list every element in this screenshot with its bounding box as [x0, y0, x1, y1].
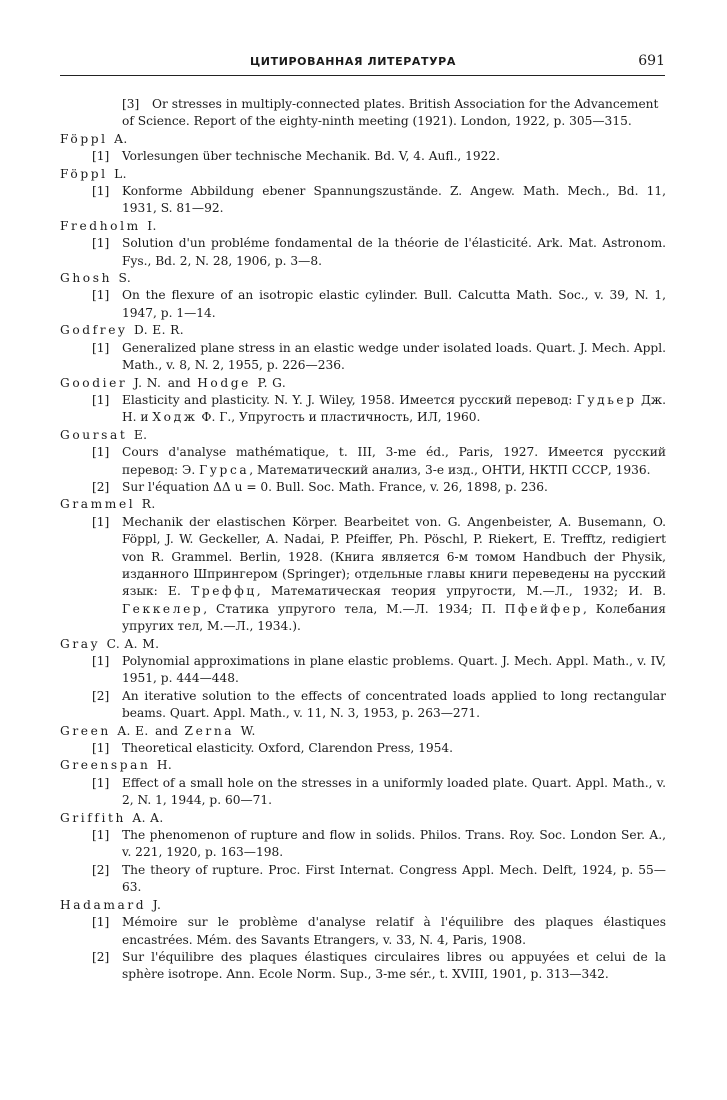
header-title: ЦИТИРОВАННАЯ ЛИТЕРАТУРА — [250, 55, 456, 68]
spaced-name: Гурса — [199, 462, 250, 477]
author-initials: A. E. — [117, 723, 149, 738]
author-name: Greenspan — [60, 758, 151, 773]
author-name: Griffith — [60, 810, 126, 825]
bibliography-entry — [92, 949, 666, 984]
entry-number: [1] — [92, 288, 110, 303]
author-conjunction: and — [155, 723, 179, 738]
author-name: Hadamard — [60, 897, 147, 912]
entry-text: Mechanik der elastischen Körper. Bearbeitet von. G. Angenbeister, A. Busemann, O. Föppl, J. W. Geckeller, A. Nadai, P. Pfeiffer, Ph. Pöschl, P. Riekert, E. Trefftz, redigiert von R. Grammel. Berlin, 1928. (Книга является 6-м томом Handbuch der Physik, изданного Шпрингером (Springer); отдельные главы книги переведены на русский язык: Е. — [122, 514, 666, 599]
bibliography-entry — [92, 444, 666, 479]
entry-text: , Математический анализ, 3-е изд., ОНТИ, НКТП СССР, 1936. — [249, 462, 651, 477]
entry-number: [1] — [92, 445, 110, 460]
bibliography-entry — [92, 653, 666, 688]
entry-number: [2] — [92, 949, 110, 964]
entry-number: [1] — [92, 915, 110, 930]
author-heading — [60, 757, 666, 774]
author-initials: D. E. R. — [134, 323, 184, 338]
author-name: Gray — [60, 636, 101, 651]
spaced-name: Треффц — [191, 584, 257, 599]
author-initials: A. — [114, 131, 128, 146]
entry-number: [1] — [92, 514, 110, 529]
author-initials: C. A. M. — [106, 636, 160, 651]
bibliography-entry — [92, 340, 666, 375]
author-initials: J. N. — [133, 375, 162, 390]
author-heading — [60, 897, 666, 914]
spaced-name: Ходж — [152, 410, 198, 425]
bibliography-entry — [92, 235, 666, 270]
bibliography-entry — [92, 740, 666, 757]
entry-number: [2] — [92, 688, 110, 703]
author-name: Hodge — [197, 375, 251, 390]
spaced-name: Пфейфер — [504, 601, 584, 616]
bibliography-entry — [92, 183, 666, 218]
bibliography-entry — [92, 775, 666, 810]
author-conjunction: and — [167, 375, 191, 390]
author-heading — [60, 375, 666, 392]
entry-text: Cours d'analyse mathématique, t. III, 3-me éd., Paris, 1927. Имеется русский перевод: Э. — [122, 445, 666, 477]
author-initials: H. — [156, 758, 173, 773]
author-heading — [60, 166, 666, 183]
author-initials: W. — [240, 723, 256, 738]
entry-text: An iterative solution to the effects of concentrated loads applied to long rectangular beams. Quart. Appl. Math., v. 11, N. 3, 1953, p. 263—271. — [122, 688, 666, 721]
bibliography-entry — [92, 287, 666, 322]
entry-text: Konforme Abbildung ebener Spannungszustände. Z. Angew. Math. Mech., Bd. 11, 1931, S. 81—92. — [122, 184, 666, 216]
author-heading — [60, 636, 666, 653]
author-heading — [60, 810, 666, 827]
entry-text: Дж. Н. и — [122, 392, 666, 425]
entry-text: The phenomenon of rupture and flow in solids. Philos. Trans. Roy. Soc. London Ser. A., v. 221, 1920, p. 163—198. — [122, 828, 666, 860]
entry-text: Elasticity and plasticity. N. Y. J. Wiley, 1958. Имеется русский перевод: — [122, 392, 577, 407]
author-initials: I. — [147, 218, 157, 233]
entry-number: [1] — [92, 236, 110, 251]
entry-text: , Статика упругого тела, М.—Л. 1934; П. — [203, 601, 505, 616]
header-rule — [60, 75, 665, 76]
entry-number: [1] — [92, 775, 110, 790]
author-heading — [60, 496, 666, 513]
entry-number: [1] — [92, 184, 110, 199]
entry-text: Sur l'équilibre des plaques élastiques circulaires libres ou appuyées et celui de la sphère isotrope. Ann. Ecole Norm. Sup., 3-me sér., t. XVIII, 1901, p. 313—342. — [122, 949, 666, 982]
entry-text: , Математическая теория упругости, М.—Л., 1932; И. В. — [256, 584, 666, 599]
running-header — [60, 53, 665, 75]
entry-number: [1] — [92, 340, 110, 355]
entry-number: [2] — [92, 862, 110, 877]
page-number: 691 — [638, 53, 665, 69]
entry-text: Vorlesungen über technische Mechanik. Bd. V, 4. Aufl., 1922. — [122, 149, 500, 164]
bibliography-entry — [92, 914, 666, 949]
spaced-name: Гудьер — [576, 392, 637, 407]
author-heading — [60, 322, 666, 339]
author-name: Zerna — [184, 723, 235, 738]
author-initials: L. — [114, 166, 127, 181]
author-name: Grammel — [60, 497, 136, 512]
entry-text: Sur l'équation ΔΔ u = 0. Bull. Soc. Math. France, v. 26, 1898, p. 236. — [122, 479, 548, 494]
bibliography-entry — [92, 96, 666, 131]
entry-text: Ф. Г., Упругость и пластичность, ИЛ, 1960. — [197, 410, 481, 425]
entry-number: [3] — [122, 97, 140, 111]
entry-text: Theoretical elasticity. Oxford, Clarendon Press, 1954. — [122, 741, 454, 756]
author-heading — [60, 218, 666, 235]
author-initials: A. A. — [132, 810, 164, 825]
bibliography-entry — [92, 148, 666, 165]
bibliography-entry — [92, 862, 666, 897]
bibliography-entry — [92, 479, 666, 496]
entry-number: [1] — [92, 828, 110, 843]
entry-text: Mémoire sur le problème d'analyse relatif à l'équilibre des plaques élastiques encastrées. Mém. des Savants Etrangers, v. 33, N. 4, Paris, 1908. — [122, 915, 666, 947]
author-initials: R. — [141, 497, 156, 512]
author-name: Föppl — [60, 166, 108, 181]
entry-number: [1] — [92, 654, 110, 668]
entry-number: [1] — [92, 741, 110, 756]
author-name: Goodier — [60, 375, 128, 390]
author-name: Föppl — [60, 131, 108, 146]
entry-number: [2] — [92, 479, 110, 494]
bibliography-entry — [92, 392, 666, 427]
author-heading — [60, 131, 666, 148]
author-initials: J. — [152, 897, 162, 912]
author-name: Goursat — [60, 427, 128, 442]
entry-text: On the flexure of an isotropic elastic cylinder. Bull. Calcutta Math. Soc., v. 39, N. 1, 1947, p. 1—14. — [122, 288, 666, 320]
author-name: Fredholm — [60, 218, 141, 233]
entry-text: Solution d'un probléme fondamental de la théorie de l'élasticité. Ark. Mat. Astronom. Fys., Bd. 2, N. 28, 1906, p. 3—8. — [122, 236, 666, 268]
entry-text: The theory of rupture. Proc. First Internat. Congress Appl. Mech. Delft, 1924, p. 55—63. — [122, 862, 666, 895]
bibliography-entry — [92, 688, 666, 723]
author-heading — [60, 270, 666, 287]
entry-text: , Колебания упругих тел, М.—Л., 1934.). — [122, 601, 666, 634]
entry-number: [1] — [92, 392, 110, 407]
entry-number: [1] — [92, 149, 110, 164]
author-heading — [60, 723, 666, 740]
author-name: Ghosh — [60, 271, 113, 286]
bibliography-entry — [92, 514, 666, 636]
spaced-name: Геккелер — [122, 601, 204, 616]
entry-text: Polynomial approximations in plane elastic problems. Quart. J. Mech. Appl. Math., v. IV, 1951, p. 444—448. — [122, 654, 666, 686]
entry-text: Effect of a small hole on the stresses in a uniformly loaded plate. Quart. Appl. Math., v. 2, N. 1, 1944, p. 60—71. — [122, 775, 666, 808]
author-initials: S. — [118, 271, 132, 286]
author-name: Godfrey — [60, 323, 128, 338]
entry-text: Or stresses in multiply-connected plates. British Association for the Advancement of Science. Report of the eighty-ninth meeting (1921). London, 1922, p. 305—315. — [122, 97, 659, 129]
author-initials: E. — [133, 427, 148, 442]
entry-text: Generalized plane stress in an elastic wedge under isolated loads. Quart. J. Mech. Appl. Math., v. 8, N. 2, 1955, p. 226—236. — [122, 340, 666, 373]
bibliography-list — [60, 96, 666, 984]
bibliography-entry — [92, 827, 666, 862]
author-name: Green — [60, 723, 111, 738]
author-initials: P. G. — [257, 375, 287, 390]
author-heading — [60, 427, 666, 444]
